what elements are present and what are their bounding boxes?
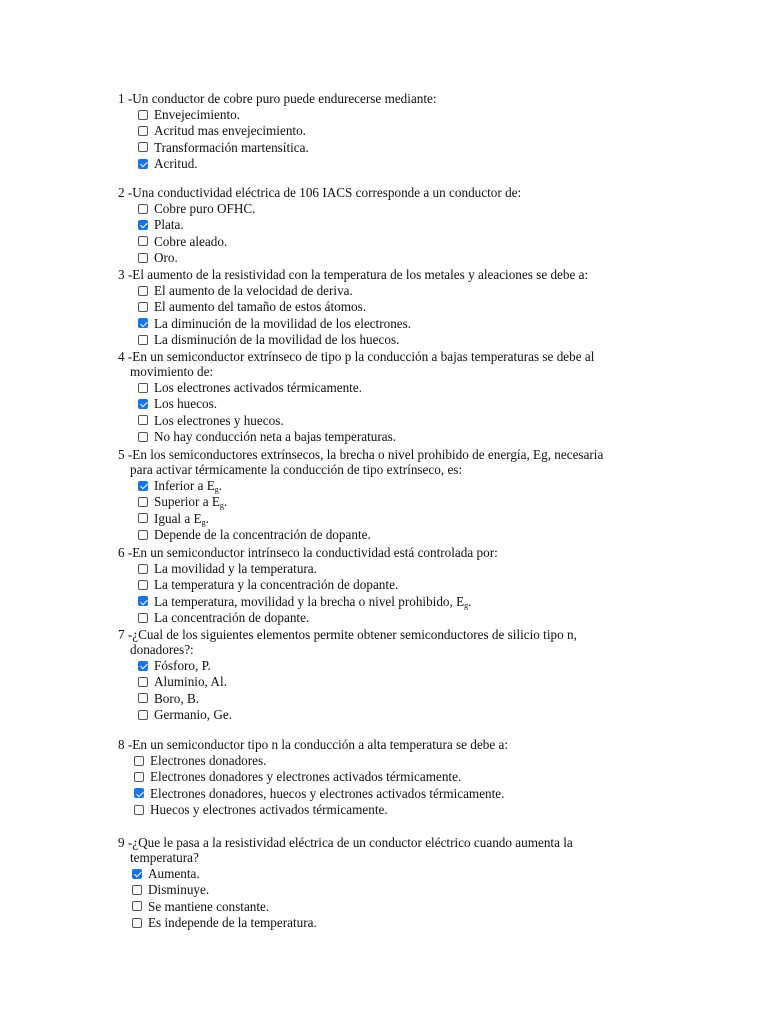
question-prompt-continued: temperatura? <box>130 850 199 865</box>
option-label: Cobre puro OFHC. <box>154 201 256 216</box>
checked-checkbox[interactable] <box>138 318 148 328</box>
option-subscript: g <box>464 600 469 610</box>
option-label-end: . <box>205 510 209 526</box>
question-text <box>118 835 658 865</box>
question-prompt: -En un semiconductor intrínseco la conductividad está controlada por: <box>127 545 498 560</box>
question-7 <box>118 627 658 724</box>
option-label: Inferior a E <box>154 478 215 493</box>
answer-options <box>118 658 658 724</box>
unchecked-checkbox[interactable] <box>138 710 148 720</box>
answer-option[interactable] <box>118 299 658 315</box>
answer-option[interactable] <box>114 753 658 769</box>
question-number: 8 <box>118 737 125 752</box>
checked-checkbox[interactable] <box>138 661 148 671</box>
answer-option[interactable] <box>118 674 658 690</box>
answer-option[interactable] <box>112 915 658 931</box>
option-label: Aluminio, Al. <box>154 674 227 690</box>
unchecked-checkbox[interactable] <box>138 286 148 296</box>
answer-option[interactable] <box>118 201 658 217</box>
unchecked-checkbox[interactable] <box>138 335 148 345</box>
question-prompt-continued: movimiento de: <box>130 364 214 379</box>
question-prompt: -¿Cual de los siguientes elementos permite obtener semiconductores de silicio tipo n, <box>127 627 577 642</box>
checked-checkbox[interactable] <box>138 481 148 491</box>
answer-option[interactable] <box>112 899 658 915</box>
question-number: 1 <box>118 91 125 106</box>
checked-checkbox[interactable] <box>134 788 144 798</box>
option-label: Plata. <box>154 217 184 233</box>
question-number: 2 <box>118 185 125 200</box>
answer-option[interactable] <box>118 283 658 299</box>
option-label: Fósforo, P. <box>154 658 211 673</box>
option-label: Aumenta. <box>148 866 200 881</box>
answer-option[interactable] <box>114 802 658 818</box>
answer-option[interactable] <box>118 250 658 266</box>
option-label: Envejecimiento. <box>154 107 241 122</box>
unchecked-checkbox[interactable] <box>138 693 148 703</box>
question-4 <box>118 349 658 446</box>
option-label: El aumento de la velocidad de deriva. <box>154 283 353 298</box>
answer-option[interactable] <box>118 332 658 348</box>
checked-checkbox[interactable] <box>138 159 148 169</box>
question-8 <box>118 737 658 819</box>
unchecked-checkbox[interactable] <box>138 613 148 623</box>
unchecked-checkbox[interactable] <box>138 236 148 246</box>
question-3 <box>118 267 658 349</box>
question-prompt-continued: donadores?: <box>130 642 194 657</box>
question-6 <box>118 545 658 627</box>
answer-option[interactable] <box>118 396 658 412</box>
question-text <box>118 627 658 657</box>
unchecked-checkbox[interactable] <box>138 415 148 425</box>
question-number: 5 <box>118 447 125 462</box>
option-label: Superior a E <box>154 494 220 510</box>
unchecked-checkbox[interactable] <box>138 513 148 523</box>
option-label: Disminuye. <box>148 882 210 898</box>
question-prompt-continued: para activar térmicamente la conducción de tipo extrínseco, es: <box>130 462 463 477</box>
answer-options <box>118 561 658 627</box>
unchecked-checkbox[interactable] <box>138 142 148 152</box>
option-label: Huecos y electrones activados térmicamente. <box>150 802 388 818</box>
unchecked-checkbox[interactable] <box>138 302 148 312</box>
option-subscript: g <box>214 485 219 494</box>
answer-option[interactable] <box>118 156 658 172</box>
option-label: Acritud. <box>154 156 198 172</box>
option-label: Cobre aleado. <box>154 233 228 249</box>
answer-option[interactable] <box>118 413 658 429</box>
option-label: Los huecos. <box>154 396 217 412</box>
answer-option[interactable] <box>118 217 658 233</box>
question-text <box>118 447 658 477</box>
question-text <box>118 737 658 752</box>
option-label: La disminución de la movilidad de los huecos. <box>154 332 400 348</box>
question-text <box>118 185 658 200</box>
question-text <box>118 349 658 379</box>
unchecked-checkbox[interactable] <box>134 772 144 782</box>
answer-option[interactable] <box>118 610 658 626</box>
answer-option[interactable] <box>118 658 658 674</box>
unchecked-checkbox[interactable] <box>138 432 148 442</box>
option-label: Depende de la concentración de dopante. <box>154 527 371 543</box>
question-prompt: -En los semiconductores extrínsecos, la brecha o nivel prohibido de energía, Eg, necesaria <box>127 447 604 462</box>
question-number: 9 <box>118 835 125 850</box>
answer-option[interactable] <box>118 494 658 510</box>
option-label: Los electrones y huecos. <box>154 412 284 428</box>
option-label: Electrones donadores. <box>150 753 267 768</box>
question-number: 7 <box>118 627 125 642</box>
answer-options <box>118 201 658 267</box>
option-label: Germanio, Ge. <box>154 707 232 723</box>
question-5 <box>118 447 658 544</box>
option-label: Electrones donadores y electrones activados térmicamente. <box>150 769 462 785</box>
unchecked-checkbox[interactable] <box>138 497 148 507</box>
option-label: La concentración de dopante. <box>154 610 310 626</box>
unchecked-checkbox[interactable] <box>132 901 142 911</box>
question-prompt: -En un semiconductor extrínseco de tipo p la conducción a bajas temperaturas se debe al <box>127 349 595 364</box>
unchecked-checkbox[interactable] <box>138 677 148 687</box>
option-label: Los electrones activados térmicamente. <box>154 380 362 395</box>
question-9 <box>118 835 658 932</box>
option-label-end: . <box>218 478 223 493</box>
question-text <box>118 545 658 560</box>
answer-option[interactable] <box>118 429 658 445</box>
option-label: Boro, B. <box>154 690 200 706</box>
answer-option[interactable] <box>112 882 658 898</box>
question-2 <box>118 185 658 267</box>
question-prompt: -Una conductividad eléctrica de 106 IACS corresponde a un conductor de: <box>127 185 522 200</box>
unchecked-checkbox[interactable] <box>138 110 148 120</box>
option-subscript: g <box>219 501 224 511</box>
question-prompt: -Un conductor de cobre puro puede endurecerse mediante: <box>127 91 437 106</box>
unchecked-checkbox[interactable] <box>138 126 148 136</box>
checked-checkbox[interactable] <box>138 596 148 606</box>
question-prompt: -¿Que le pasa a la resistividad eléctrica de un conductor eléctrico cuando aumenta la <box>127 835 573 850</box>
answer-option[interactable] <box>118 123 658 139</box>
question-prompt: -El aumento de la resistividad con la temperatura de los metales y aleaciones se debe a: <box>127 267 589 282</box>
unchecked-checkbox[interactable] <box>134 805 144 815</box>
question-number: 6 <box>118 545 125 560</box>
unchecked-checkbox[interactable] <box>138 253 148 263</box>
checked-checkbox[interactable] <box>132 869 142 879</box>
answer-option[interactable] <box>118 316 658 332</box>
option-label: El aumento del tamaño de estos átomos. <box>154 299 367 315</box>
unchecked-checkbox[interactable] <box>138 204 148 214</box>
answer-option[interactable] <box>118 707 658 723</box>
option-label: Es independe de la temperatura. <box>148 915 317 931</box>
answer-option[interactable] <box>118 691 658 707</box>
question-1 <box>118 91 658 173</box>
option-label: La movilidad y la temperatura. <box>154 561 317 576</box>
answer-option[interactable] <box>118 107 658 123</box>
option-label: No hay conducción neta a bajas temperaturas. <box>154 429 397 445</box>
unchecked-checkbox[interactable] <box>132 918 142 928</box>
answer-option[interactable] <box>118 234 658 250</box>
answer-option[interactable] <box>114 786 658 802</box>
answer-option[interactable] <box>118 527 658 543</box>
question-prompt: -En un semiconductor tipo n la conducción a alta temperatura se debe a: <box>127 737 508 752</box>
unchecked-checkbox[interactable] <box>138 383 148 393</box>
option-label: Igual a E <box>154 510 202 526</box>
answer-option[interactable] <box>118 478 658 494</box>
checked-checkbox[interactable] <box>138 399 148 409</box>
answer-option[interactable] <box>118 594 658 610</box>
answer-options <box>118 753 658 819</box>
unchecked-checkbox[interactable] <box>138 580 148 590</box>
unchecked-checkbox[interactable] <box>134 756 144 766</box>
unchecked-checkbox[interactable] <box>138 564 148 574</box>
option-label-end: . <box>223 494 228 510</box>
option-subscript: g <box>201 517 206 527</box>
question-text <box>118 267 658 282</box>
answer-option[interactable] <box>112 866 658 882</box>
option-label: La temperatura y la concentración de dopante. <box>154 577 399 593</box>
answer-options <box>118 380 658 446</box>
answer-option[interactable] <box>118 561 658 577</box>
question-text <box>118 91 658 106</box>
option-label-end: . <box>468 593 472 609</box>
answer-options <box>118 866 658 932</box>
question-number: 3 <box>118 267 125 282</box>
answer-options <box>118 107 658 173</box>
unchecked-checkbox[interactable] <box>132 885 142 895</box>
answer-option[interactable] <box>118 380 658 396</box>
unchecked-checkbox[interactable] <box>138 530 148 540</box>
answer-options <box>118 478 658 544</box>
option-label: Acritud mas envejecimiento. <box>154 123 306 139</box>
question-number: 4 <box>118 349 125 364</box>
option-label: Transformación martensítica. <box>154 139 309 155</box>
answer-option[interactable] <box>118 140 658 156</box>
option-label: Oro. <box>154 250 178 266</box>
answer-option[interactable] <box>118 577 658 593</box>
answer-option[interactable] <box>114 769 658 785</box>
option-label: La temperatura, movilidad y la brecha o nivel prohibido, E <box>154 593 465 609</box>
answer-options <box>118 283 658 349</box>
option-label: Se mantiene constante. <box>148 898 270 914</box>
answer-option[interactable] <box>118 511 658 527</box>
option-label: La diminución de la movilidad de los electrones. <box>154 315 412 331</box>
option-label: Electrones donadores, huecos y electrones activados térmicamente. <box>150 785 505 801</box>
checked-checkbox[interactable] <box>138 220 148 230</box>
